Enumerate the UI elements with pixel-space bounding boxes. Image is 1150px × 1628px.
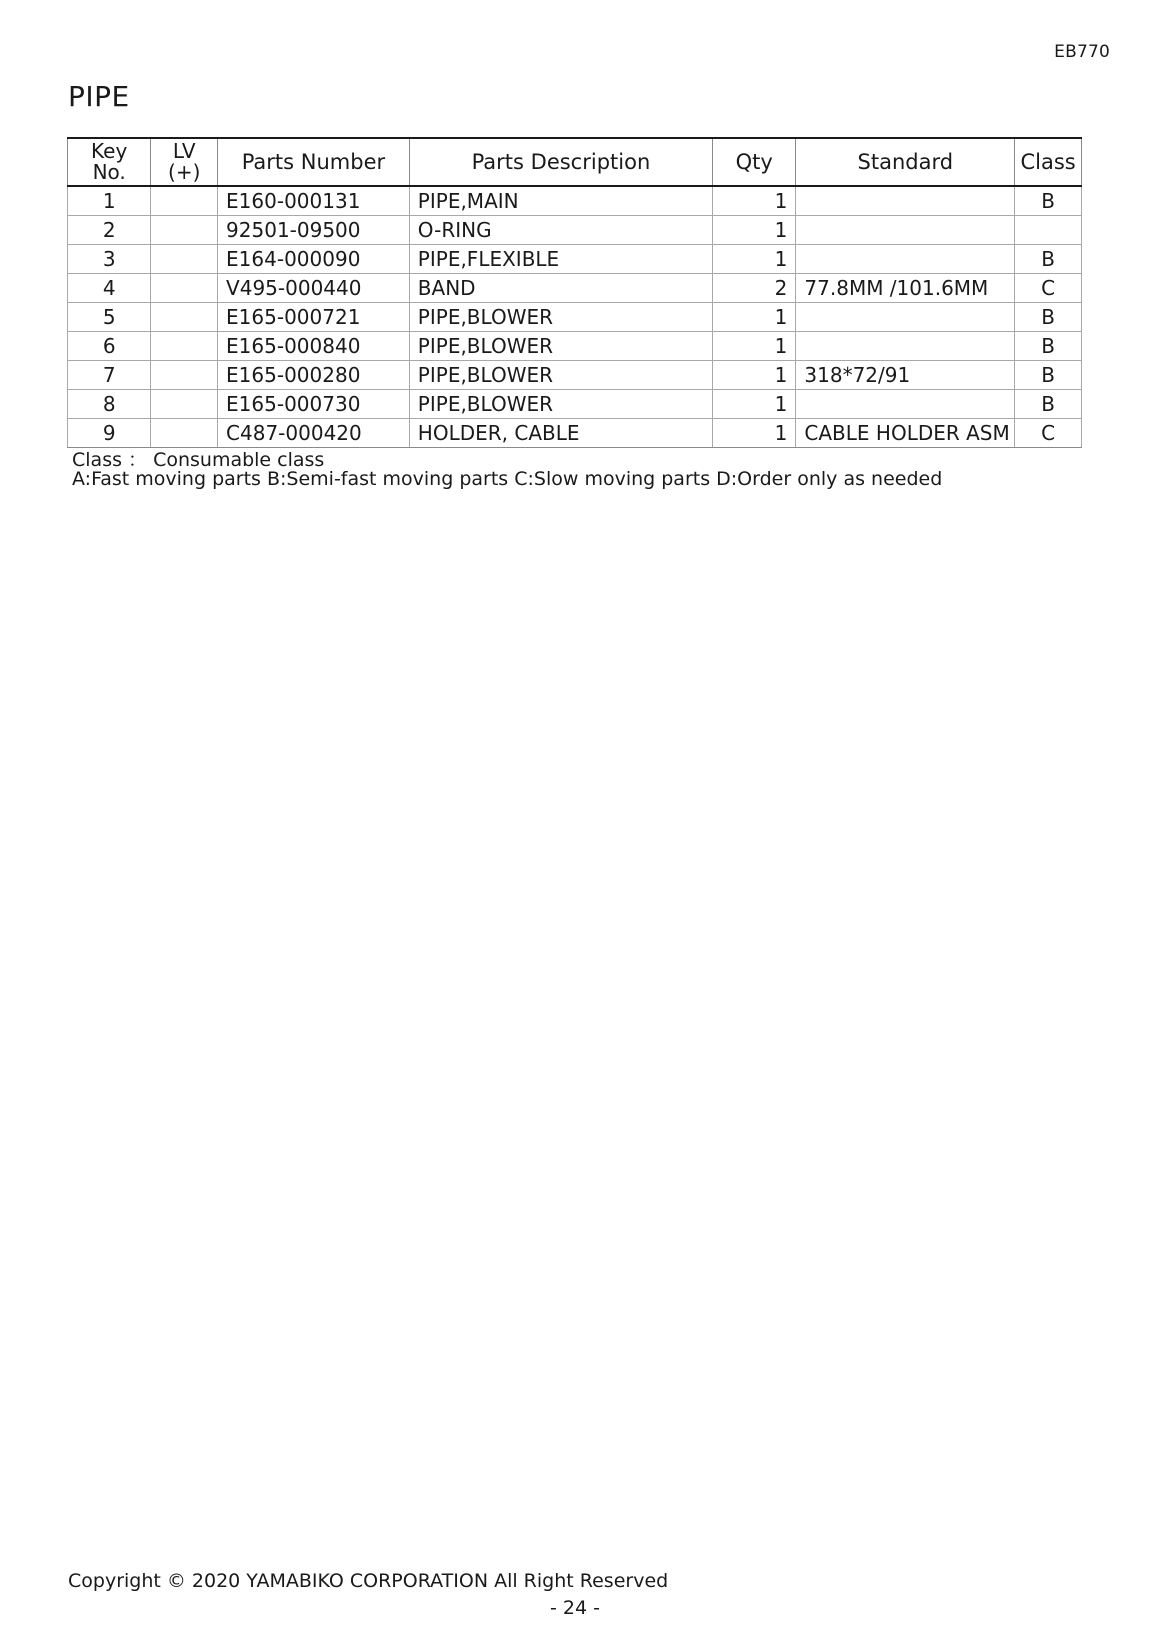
cell-parts-number: E165-000730 — [218, 390, 410, 419]
cell-parts-description: PIPE,BLOWER — [409, 332, 712, 361]
cell-lv — [151, 390, 218, 419]
cell-key-no: 4 — [68, 274, 151, 303]
cell-standard — [796, 216, 1015, 245]
cell-parts-description: PIPE,MAIN — [409, 186, 712, 216]
cell-lv — [151, 245, 218, 274]
cell-standard: 318*72/91 — [796, 361, 1015, 390]
cell-class: C — [1015, 419, 1082, 448]
table-row — [68, 216, 1082, 245]
table-row — [68, 361, 1082, 390]
table-row — [68, 274, 1082, 303]
cell-parts-description: PIPE,BLOWER — [409, 390, 712, 419]
cell-lv — [151, 216, 218, 245]
column-header-lv-line2: (+) — [168, 160, 201, 184]
column-header-key-no — [68, 138, 151, 186]
table-row — [68, 303, 1082, 332]
cell-qty: 1 — [713, 216, 796, 245]
cell-standard — [796, 303, 1015, 332]
cell-class: B — [1015, 245, 1082, 274]
cell-class: B — [1015, 361, 1082, 390]
cell-qty: 1 — [713, 419, 796, 448]
cell-lv — [151, 186, 218, 216]
column-header-qty: Qty — [713, 138, 796, 186]
cell-parts-description: PIPE,FLEXIBLE — [409, 245, 712, 274]
cell-key-no: 9 — [68, 419, 151, 448]
cell-parts-description: O-RING — [409, 216, 712, 245]
cell-parts-number: E165-000280 — [218, 361, 410, 390]
class-legend-title: Class ： Consumable class — [72, 449, 325, 471]
class-legend-definitions: A:Fast moving parts B:Semi-fast moving parts C:Slow moving parts D:Order only as needed — [72, 468, 943, 490]
cell-key-no: 6 — [68, 332, 151, 361]
cell-standard — [796, 245, 1015, 274]
cell-parts-description: PIPE,BLOWER — [409, 361, 712, 390]
cell-key-no: 3 — [68, 245, 151, 274]
cell-key-no: 1 — [68, 186, 151, 216]
cell-parts-number: V495-000440 — [218, 274, 410, 303]
column-header-class: Class — [1015, 138, 1082, 186]
cell-parts-description: PIPE,BLOWER — [409, 303, 712, 332]
column-header-parts-description: Parts Description — [409, 138, 712, 186]
cell-qty: 1 — [713, 361, 796, 390]
model-code: EB770 — [1054, 42, 1110, 62]
cell-standard — [796, 332, 1015, 361]
cell-parts-description: HOLDER, CABLE — [409, 419, 712, 448]
cell-parts-number: 92501-09500 — [218, 216, 410, 245]
cell-lv — [151, 303, 218, 332]
cell-lv — [151, 274, 218, 303]
cell-key-no: 8 — [68, 390, 151, 419]
cell-key-no: 5 — [68, 303, 151, 332]
cell-class: B — [1015, 332, 1082, 361]
cell-parts-number: C487-000420 — [218, 419, 410, 448]
cell-parts-number: E165-000721 — [218, 303, 410, 332]
cell-qty: 2 — [713, 274, 796, 303]
cell-class: B — [1015, 186, 1082, 216]
table-row — [68, 245, 1082, 274]
column-header-standard: Standard — [796, 138, 1015, 186]
table-header-row — [68, 138, 1082, 186]
cell-parts-description: BAND — [409, 274, 712, 303]
class-legend — [72, 451, 942, 489]
table-row — [68, 332, 1082, 361]
cell-parts-number: E165-000840 — [218, 332, 410, 361]
cell-standard: 77.8MM /101.6MM — [796, 274, 1015, 303]
cell-class: B — [1015, 390, 1082, 419]
cell-key-no: 2 — [68, 216, 151, 245]
cell-lv — [151, 361, 218, 390]
column-header-lv-line1: LV — [172, 139, 196, 163]
cell-qty: 1 — [713, 245, 796, 274]
cell-qty: 1 — [713, 390, 796, 419]
table-row — [68, 390, 1082, 419]
cell-qty: 1 — [713, 332, 796, 361]
cell-standard — [796, 390, 1015, 419]
column-header-lv — [151, 138, 218, 186]
cell-parts-number: E160-000131 — [218, 186, 410, 216]
cell-class: B — [1015, 303, 1082, 332]
cell-lv — [151, 332, 218, 361]
cell-key-no: 7 — [68, 361, 151, 390]
parts-table — [67, 137, 1082, 448]
cell-lv — [151, 419, 218, 448]
cell-class: C — [1015, 274, 1082, 303]
cell-qty: 1 — [713, 186, 796, 216]
page-number: - 24 - — [550, 1597, 600, 1619]
column-header-parts-number: Parts Number — [218, 138, 410, 186]
cell-standard: CABLE HOLDER ASM — [796, 419, 1015, 448]
column-header-key-line1: Key — [91, 139, 128, 163]
copyright-notice: Copyright © 2020 YAMABIKO CORPORATION All Right Reserved — [68, 1570, 669, 1592]
cell-class — [1015, 216, 1082, 245]
column-header-key-line2: No. — [92, 160, 126, 184]
table-row — [68, 186, 1082, 216]
cell-standard — [796, 186, 1015, 216]
cell-qty: 1 — [713, 303, 796, 332]
table-row — [68, 419, 1082, 448]
cell-parts-number: E164-000090 — [218, 245, 410, 274]
section-title: PIPE — [68, 80, 130, 113]
